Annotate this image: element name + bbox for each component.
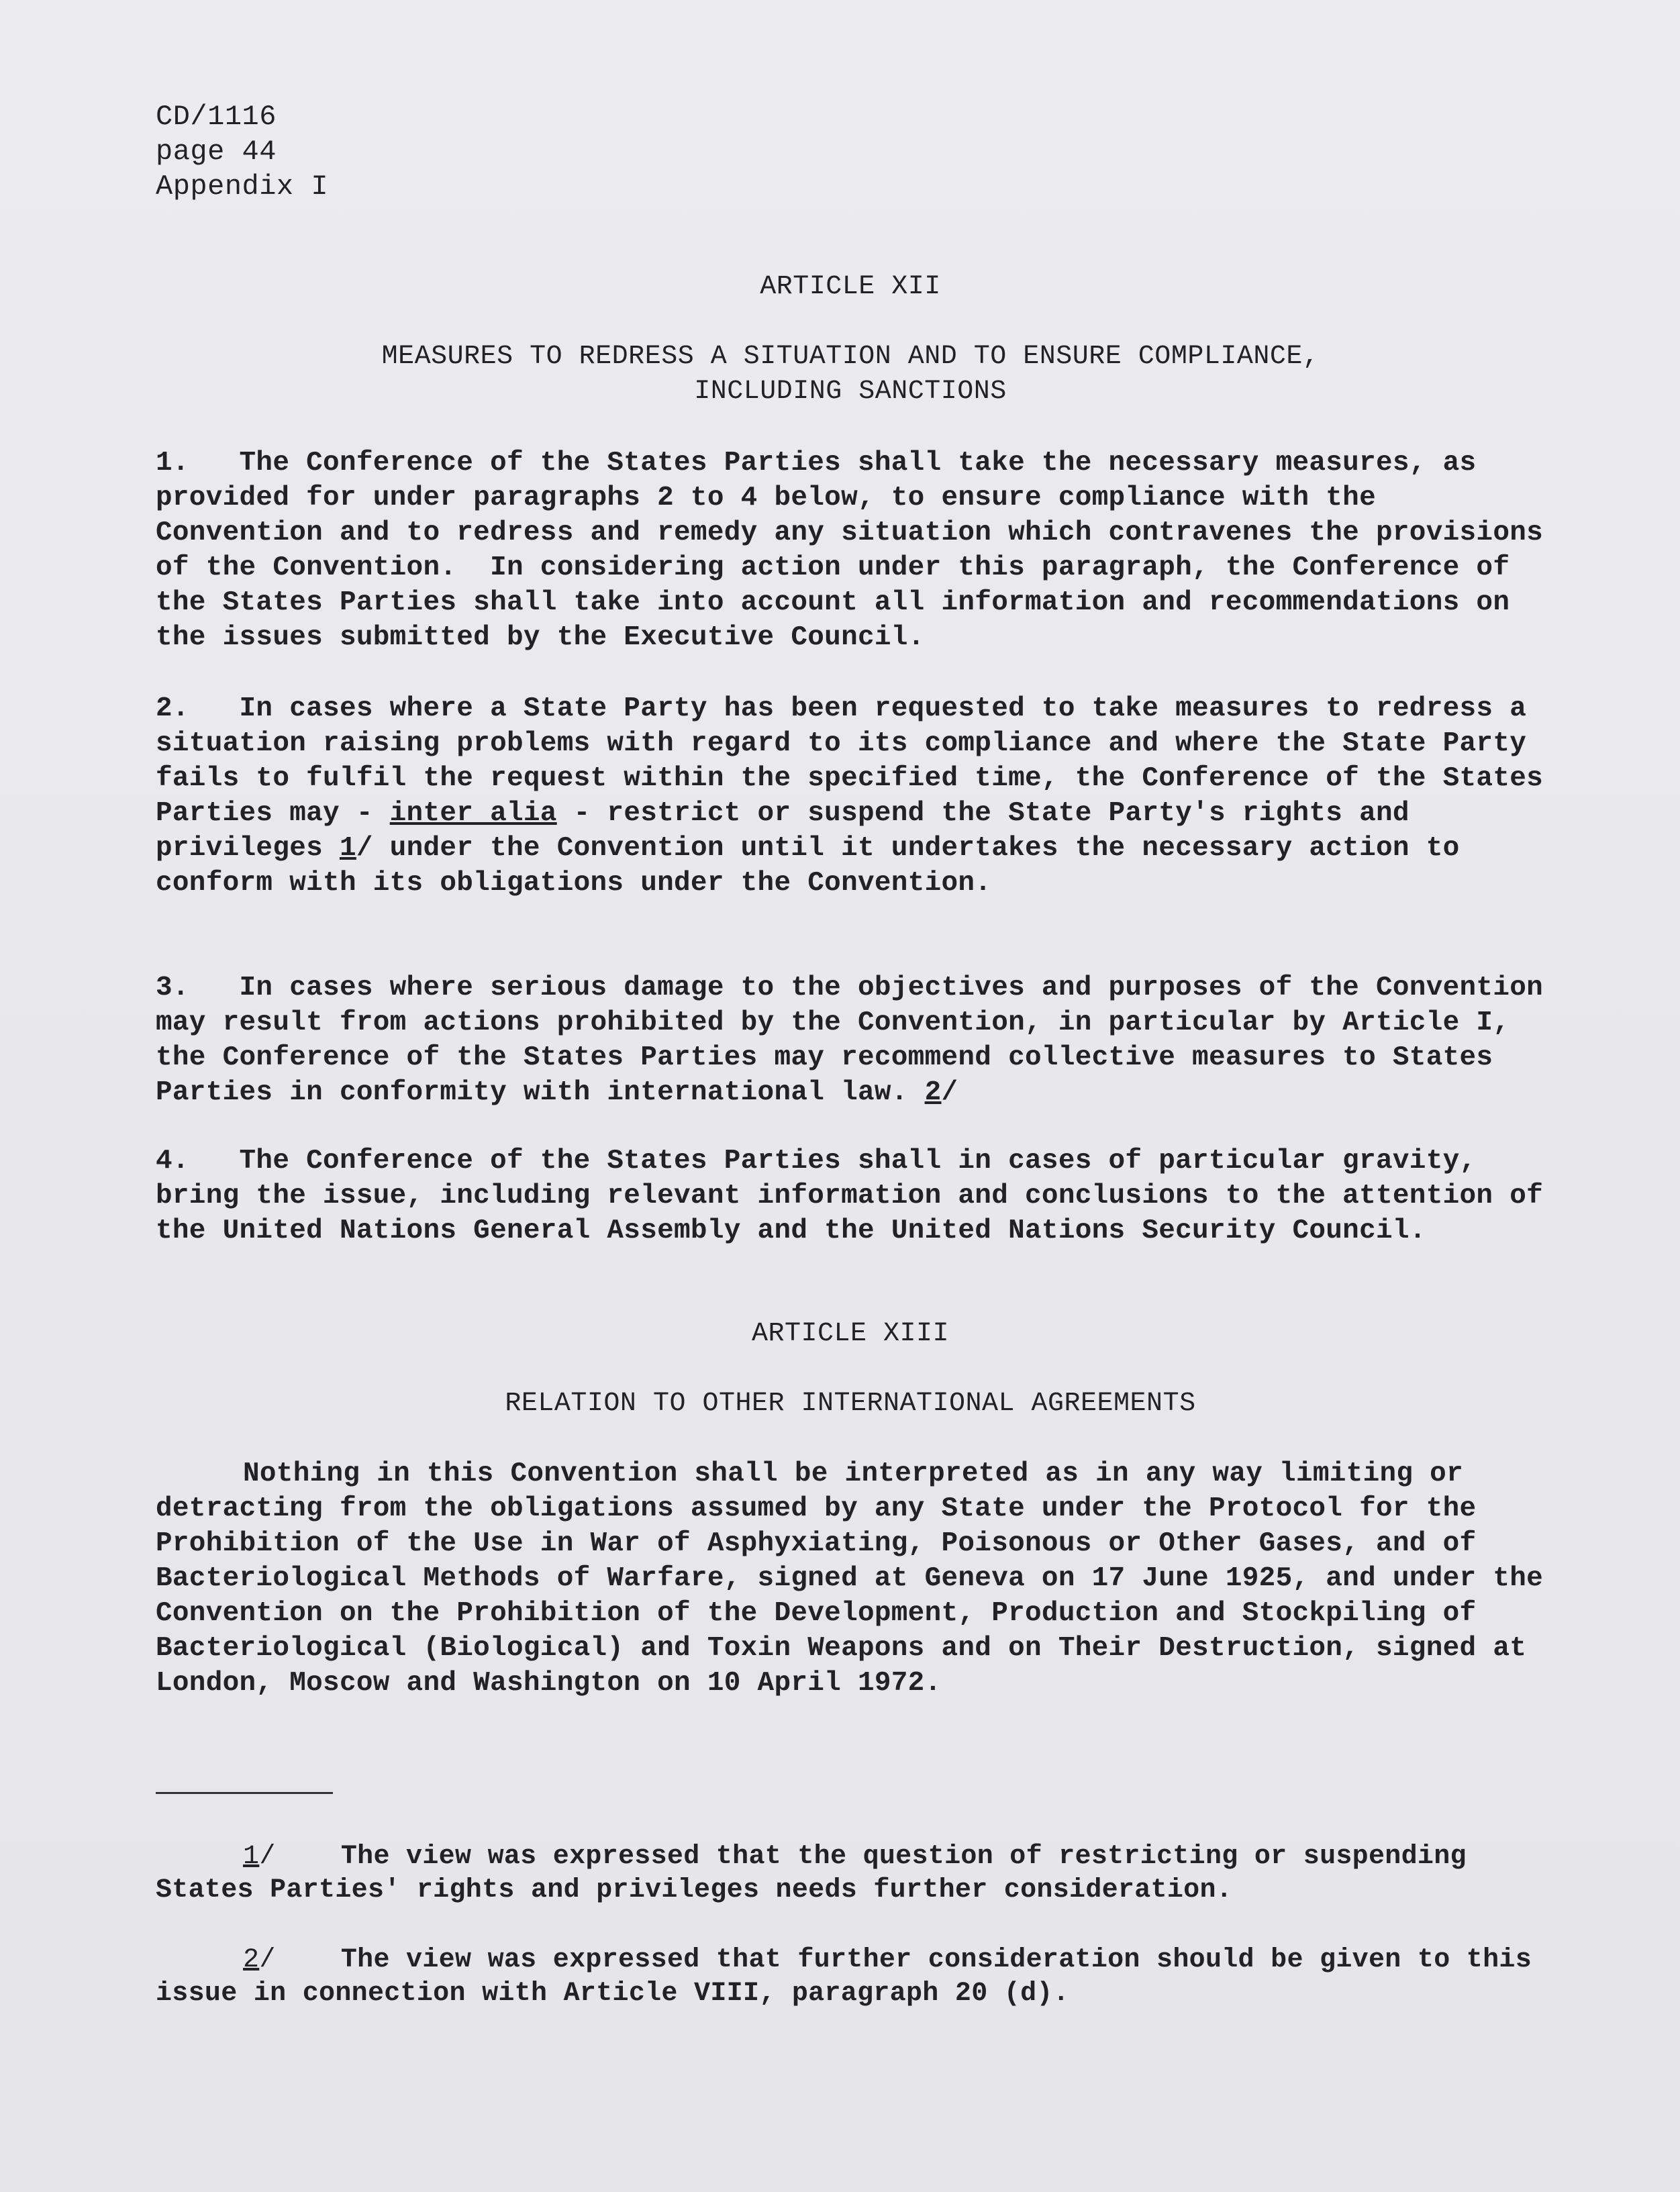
footnote-slash: /	[259, 1842, 276, 1872]
article-12-heading: ARTICLE XII	[760, 272, 941, 302]
paragraph-text: /	[941, 1077, 958, 1108]
footnote-2	[156, 1944, 1548, 2011]
footnote-number: 2	[243, 1945, 260, 1975]
inter-alia-emphasis: inter alia	[389, 798, 557, 829]
article-13-title: RELATION TO OTHER INTERNATIONAL AGREEMENTS	[505, 1389, 1196, 1419]
article-12-title-line2: INCLUDING SANCTIONS	[694, 377, 1007, 407]
footnote-slash: /	[259, 1945, 276, 1975]
paragraph-text: 1. The Conference of the States Parties shall take the necessary measures, as provided for under paragraphs 2 to 4 below, to ensure compliance with the Convention and to redress and remedy any situation which contravenes the provisions of the Convention. In considering action under this paragraph, the Conference of the States Parties shall take into account all information and recommendations on the issues submitted by the Executive Council.	[156, 448, 1560, 653]
footnote-number: 1	[243, 1842, 260, 1872]
footnote-text: The view was expressed that the question of restricting or suspending States Parties' rights and privileges needs further consideration.	[156, 1842, 1483, 1905]
page-number: page 44	[156, 136, 277, 168]
paragraph-text: Nothing in this Convention shall be interpreted as in any way limiting or detracting from the obligations assumed by any State under the Protocol for the Prohibition of the Use in War of Asphyxiating, Poisonous or Other Gases, and of Bacteriological Methods of Warfare, signed at Geneva on 17 June 1925, and under the Convention on the Prohibition of the Development, Production and Stockpiling of Bacteriological (Biological) and Toxin Weapons and on Their Destruction, signed at London, Moscow and Washington on 10 April 1972.	[156, 1458, 1560, 1699]
paragraph-text: 2. In cases where a State Party has been requested to take measures to redress a situation raising problems with regard to its compliance and where the State Party fails to fulfil the request within the specified time, the Conference of the States Parties may -	[156, 693, 1560, 829]
article-12-paragraph-3	[156, 970, 1560, 1110]
article-12-title-line1: MEASURES TO REDRESS A SITUATION AND TO ENSURE COMPLIANCE,	[381, 342, 1320, 372]
footnote-text: The view was expressed that further consideration should be given to this issue in connection with Article VIII, paragraph 20 (d).	[156, 1945, 1548, 2009]
footnote-ref-1: 1	[339, 833, 356, 864]
paragraph-text: 4. The Conference of the States Parties shall in cases of particular gravity, bring the issue, including relevant information and conclusions to the attention of the United Nations General Assembly and the United Nations Security Council.	[156, 1146, 1560, 1246]
paragraph-text: / under the Convention until it undertakes the necessary action to conform with its obligations under the Convention.	[156, 833, 1477, 899]
doc-number: CD/1116	[156, 101, 277, 133]
footnote-separator	[156, 1792, 333, 1794]
paragraph-text: - restrict or suspend the State Party's rights and privileges	[156, 798, 1426, 864]
footnote-ref-2: 2	[924, 1077, 942, 1108]
article-12-paragraph-2	[156, 691, 1560, 901]
paragraph-text: 3. In cases where serious damage to the objectives and purposes of the Convention may result from actions prohibited by the Convention, in particular by Article I, the Conference of the States Parties may recommend collective measures to States Parties in conformity with international law.	[156, 973, 1560, 1108]
article-13-paragraph-1	[156, 1456, 1560, 1701]
article-12-paragraph-1	[156, 446, 1560, 655]
article-13-heading: ARTICLE XIII	[751, 1319, 950, 1349]
article-12-paragraph-4	[156, 1144, 1560, 1248]
footnote-1	[156, 1840, 1545, 1907]
document-header	[156, 99, 328, 204]
appendix-label: Appendix I	[156, 170, 329, 203]
